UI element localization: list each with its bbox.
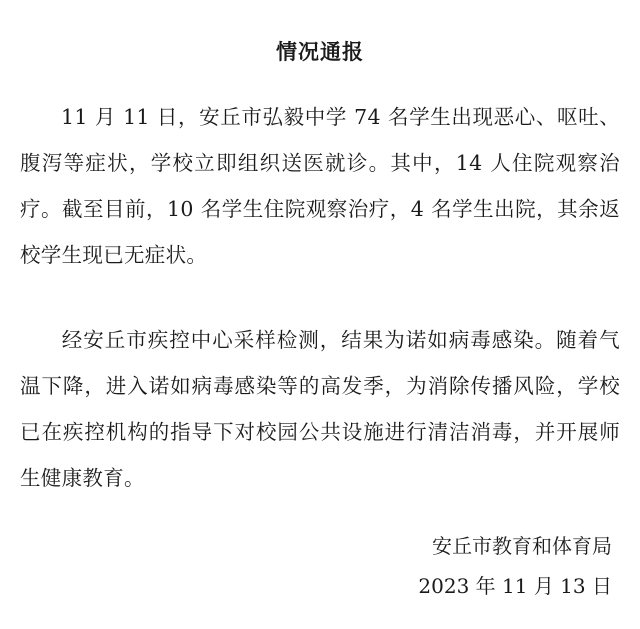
signature-organization: 安丘市教育和体育局 (432, 534, 612, 558)
paragraph-1 (20, 94, 620, 278)
document-title: 情况通报 (276, 39, 364, 64)
paragraph-1-text: 11 月 11 日，安丘市弘毅中学 74 名学生出现恶心、呕吐、腹泻等症状，学校立即组织送医就诊。其中，14 人住院观察治疗。截至目前，10 名学生住院观察治疗，4 名学生出院，其余返校学生现已无症状。 (20, 105, 620, 267)
paragraph-2-text: 经安丘市疾控中心采样检测，结果为诺如病毒感染。随着气温下降，进入诺如病毒感染等的高发季，为消除传播风险，学校已在疾控机构的指导下对校园公共设施进行清洁消毒，并开展师生健康教育。 (20, 328, 620, 490)
signature-date: 2023 年 11 月 13 日 (418, 574, 612, 598)
paragraph-2 (20, 317, 620, 501)
